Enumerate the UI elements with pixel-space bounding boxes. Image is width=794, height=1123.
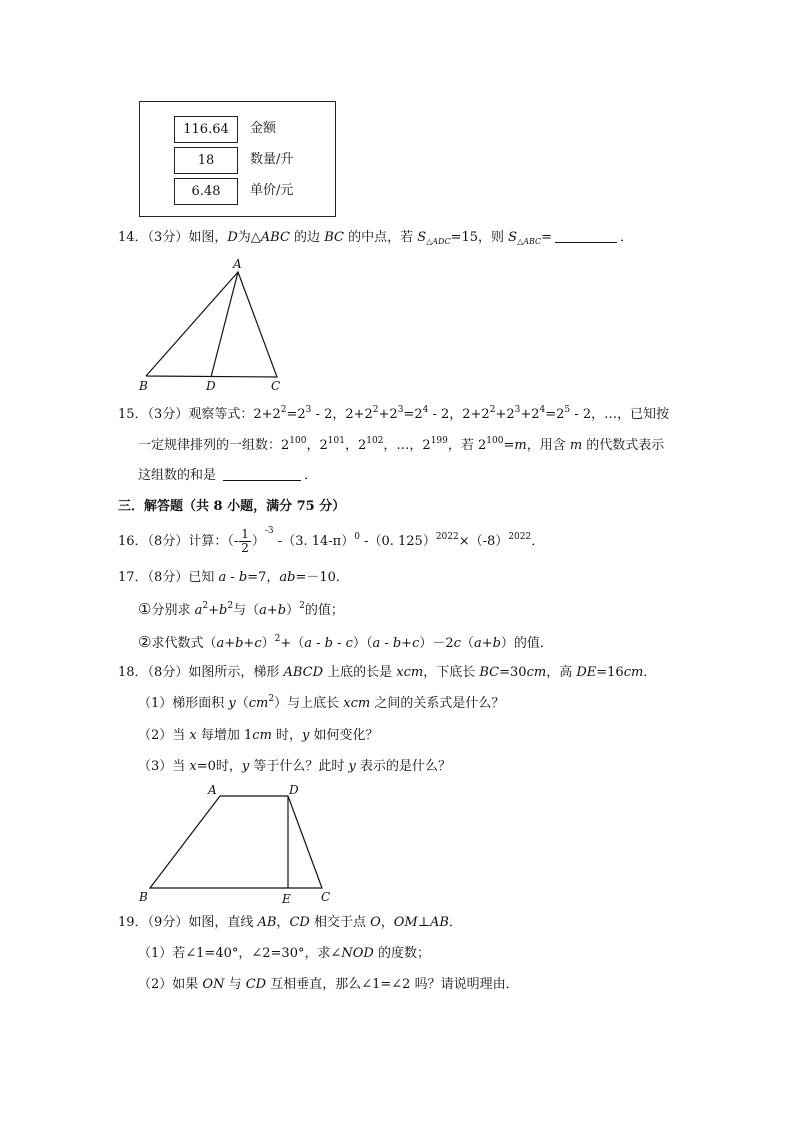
- triangle-abc: [146, 272, 277, 377]
- label-c: C: [321, 890, 331, 904]
- fraction-one-half: $\frac{1}{2}$: [241, 527, 249, 555]
- question-15-line-3: 这组数的和是 ．: [138, 468, 318, 483]
- question-19: 19．（9分）如图，直线 AB，CD 相交于点 O，OM⊥AB．: [118, 915, 462, 930]
- label-d: D: [206, 379, 216, 393]
- answer-blank[interactable]: [223, 468, 301, 481]
- label-e: E: [282, 892, 291, 906]
- answer-blank[interactable]: [555, 230, 617, 243]
- section-3-heading: 三．解答题（共 8 小题，满分 75 分）: [118, 499, 346, 514]
- fuel-pump-display: [139, 101, 336, 217]
- triangle-figure-14: [130, 254, 290, 394]
- price-value: 6.48: [174, 178, 238, 205]
- trapezoid-abcd: [150, 796, 322, 888]
- label-c: C: [271, 379, 281, 393]
- quantity-value: 18: [174, 147, 238, 174]
- question-17-part-1: ①分别求 $a^2+b^2$与$(a+b)^2$的值；: [138, 600, 344, 618]
- question-17-part-2: ②求代数式$(a+b+c)^2+(a - b - c)(a - b+c)-2c(a+b)$的值．: [138, 633, 553, 651]
- label-b: B: [139, 379, 148, 393]
- quantity-label: 数量/升: [250, 152, 294, 167]
- question-15-line-2: 一定规律排列的一组数：$2^{100}$，$2^{101}$，$2^{102}$，…，$2^{199}$，若 $2^{100}=m$，用含 m 的代数式表示: [138, 436, 665, 453]
- label-a: A: [208, 783, 217, 797]
- trapezoid-figure-18: [130, 780, 345, 907]
- question-18: 18．（8分）如图所示，梯形 ABCD 上底的长是 xcm，下底长 BC=30cm，高 DE=16cm．: [118, 665, 657, 680]
- question-16: 16．（8分）计算：（- $\frac{1}{2}$ ）$^{-3}$ -（3. 14-π）$^0$ -（0. $125)^{2022}\times(-8)^{2022}$．: [118, 526, 545, 555]
- label-b: B: [139, 890, 148, 904]
- question-18-part-1: （1）梯形面积 $y(cm^2)$与上底长 xcm 之间的关系式是什么？: [138, 694, 505, 711]
- question-19-part-2: （2）如果 ON 与 CD 互相垂直，那么∠1=∠2 吗？请说明理由．: [138, 977, 519, 992]
- price-label: 单价/元: [250, 183, 294, 198]
- question-18-part-2: （2）当 x 每增加 1cm 时，y 如何变化？: [138, 728, 379, 743]
- amount-label: 金额: [250, 121, 277, 136]
- question-14: 14．（3分）如图，D为△ABC 的边 BC 的中点，若 $S_{\triangle ADC}=15$，则 $S_{\triangle ABC}=$ ．: [118, 230, 634, 246]
- label-d: D: [289, 783, 299, 797]
- label-a: A: [233, 257, 242, 271]
- amount-value: 116.64: [174, 116, 238, 143]
- question-19-part-1: （1）若∠1=40°，∠2=30°，求∠NOD 的度数；: [138, 946, 430, 961]
- question-15-line-1: 15．（3分）观察等式：$2+2^2=2^3 - 2$，$2+2^2+2^3=2^4 - 2$，$2+2^2+2^3+2^4=2^5 - 2$，…，已知按: [118, 405, 670, 422]
- question-17: 17．（8分）已知 a - b=7，ab=－10．: [118, 570, 349, 585]
- question-18-part-3: （3）当 x=0时，y 等于什么？此时 y 表示的是什么？: [138, 759, 452, 774]
